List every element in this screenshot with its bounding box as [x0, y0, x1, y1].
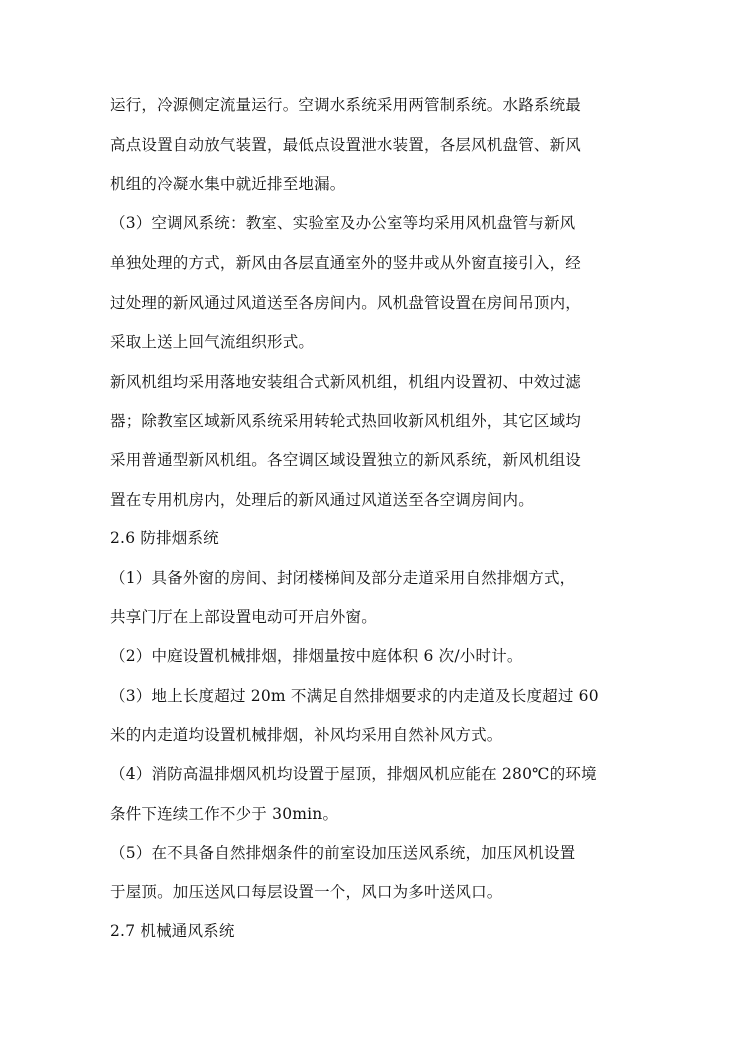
section-heading-2-7: 2.7 机械通风系统 [110, 922, 235, 940]
text-line-20: （5）在不具备自然排烟条件的前室设加压送风系统，加压风机设置 [110, 844, 576, 862]
text-line-14: 共享门厅在上部设置电动可开启外窗。 [110, 608, 377, 626]
text-line-19: 条件下连续工作不少于 30min。 [110, 805, 339, 823]
text-line-16: （3）地上长度超过 20m 不满足自然排烟要求的内走道及长度超过 60 [110, 687, 599, 705]
text-line-9: 器；除教室区域新风系统采用转轮式热回收新风机组外，其它区域均 [110, 412, 582, 430]
text-line-2: 高点设置自动放气装置，最低点设置泄水装置，各层风机盘管、新风 [110, 136, 582, 154]
text-line-13: （1）具备外窗的房间、封闭楼梯间及部分走道采用自然排烟方式， [110, 569, 576, 587]
text-line-7: 采取上送上回气流组织形式。 [110, 333, 315, 351]
text-line-6: 过处理的新风通过风道送至各房间内。风机盘管设置在房间吊顶内， [110, 294, 582, 312]
text-line-11: 置在专用机房内，处理后的新风通过风道送至各空调房间内。 [110, 491, 534, 509]
text-line-1: 运行，冷源侧定流量运行。空调水系统采用两管制系统。水路系统最 [110, 96, 582, 114]
text-line-3: 机组的冷凝水集中就近排至地漏。 [110, 175, 346, 193]
text-line-15: （2）中庭设置机械排烟，排烟量按中庭体积 6 次/小时计。 [110, 647, 523, 665]
text-line-4: （3）空调风系统：教室、实验室及办公室等均采用风机盘管与新风 [110, 214, 576, 232]
text-line-18: （4）消防高温排烟风机均设置于屋顶，排烟风机应能在 280℃的环境 [110, 765, 597, 783]
text-line-5: 单独处理的方式，新风由各层直通室外的竖井或从外窗直接引入，经 [110, 254, 582, 272]
text-line-8: 新风机组均采用落地安装组合式新风机组，机组内设置初、中效过滤 [110, 373, 582, 391]
text-line-10: 采用普通型新风机组。各空调区域设置独立的新风系统，新风机组设 [110, 451, 582, 469]
text-line-17: 米的内走道均设置机械排烟，补风均采用自然补风方式。 [110, 726, 503, 744]
section-heading-2-6: 2.6 防排烟系统 [110, 529, 219, 547]
text-line-21: 于屋顶。加压送风口每层设置一个，风口为多叶送风口。 [110, 883, 503, 901]
